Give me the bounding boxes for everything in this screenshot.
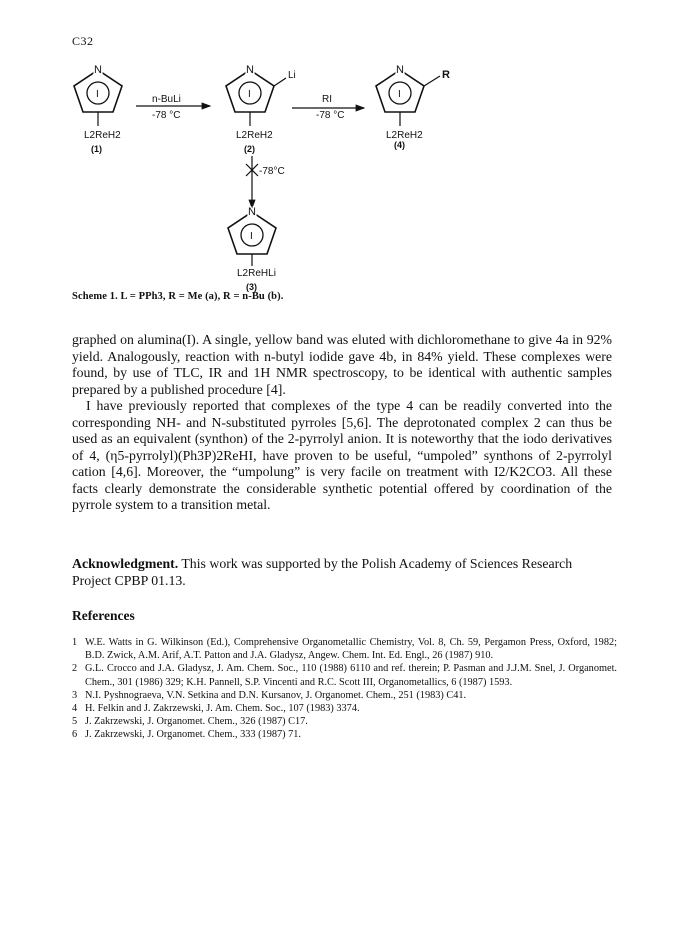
compound-number: (3) [246, 282, 257, 292]
references-list [72, 636, 617, 742]
reaction-arrow-2 [292, 94, 364, 121]
arrow-condition: -78 °C [152, 110, 181, 121]
reference-text: J. Zakrzewski, J. Organomet. Chem., 333 (1987) 71. [85, 729, 302, 741]
substituent-label: R [442, 69, 450, 81]
nitrogen-label: N [248, 206, 256, 218]
substituent-bond [274, 78, 286, 86]
ring-label: I [96, 89, 99, 100]
reference-text: G.L. Crocco and J.A. Gladysz, J. Am. Chem. Soc., 110 (1988) 6110 and ref. therein; P. Pasman and J.J.M. Snel, J. Organomet. Chem., 301 (1986) 329; K.H. Pannell, S.P. Vincenti and R.C. Scott III, Organometallics, 6 (1987) 1593. [85, 663, 617, 688]
compound-2 [226, 64, 296, 154]
substituent-label: Li [288, 70, 296, 81]
nitrogen-label: N [396, 64, 404, 76]
reference-text: N.I. Pyshnograeva, V.N. Setkina and D.N. Kursanov, J. Organomet. Chem., 251 (1983) C41. [85, 689, 467, 701]
compound-4 [376, 64, 450, 150]
arrow-condition: -78°C [259, 166, 285, 177]
body-paragraph: I have previously reported that complexes of the type 4 can be readily converted into the corresponding NH- and N-substituted pyrroles [5,6]. The deprotonated complex 2 can thus be used as an equivalent (synthon) of the 2-pyrrolyl anion. It is noteworthy that the iodo derivatives of 4, (η5-pyrrolyl)(Ph3P)2ReHI, have proven to be useful, “umpoled” synthons of 2-pyrrolyl cation [4,6]. Moreover, the “umpolung” is very facile on treatment with I2/K2CO3. All these facts clearly demonstrate the considerable synthetic potential offered by coordination of the pyrrole system to a transition metal. [72, 398, 612, 512]
reference-number: 1 [72, 637, 78, 648]
compound-number: (2) [244, 144, 255, 154]
reference-number: 6 [72, 729, 78, 741]
nitrogen-label: N [94, 64, 102, 76]
compound-1 [74, 64, 122, 154]
reference-item [72, 662, 617, 688]
reference-number: 5 [72, 716, 78, 728]
reference-number: 3 [72, 689, 78, 701]
references-heading: References [72, 608, 135, 623]
acknowledgment-heading: Acknowledgment. [72, 556, 179, 571]
acknowledgment-text: This work was supported by the Polish Academy of Sciences Research Project CPBP 01.13. [72, 556, 573, 588]
reference-item [72, 715, 617, 728]
compound-number: (4) [394, 140, 405, 150]
body-text [72, 332, 612, 514]
substituent-bond [424, 76, 440, 86]
body-paragraph: graphed on alumina(I). A single, yellow band was eluted with dichloromethane to give 4a in 92% yield. Analogously, reaction with n-butyl iodide gave 4b, in 84% yield. These complexes were found, by use of TLC, IR and 1H NMR spectroscopy, to be identical with authentic samples prepared by a published procedure [4]. [72, 332, 612, 397]
reference-item [72, 728, 617, 741]
compound-3 [228, 206, 276, 292]
reaction-arrow-1 [136, 94, 210, 121]
reference-item [72, 702, 617, 715]
scheme-caption: Scheme 1. L = PPh3, R = Me (a), R = n-Bu (b). [72, 291, 284, 302]
reference-number: 2 [72, 663, 78, 675]
metal-fragment: L2ReH2 [84, 130, 121, 141]
reference-number: 4 [72, 703, 78, 715]
arrow-reagent: RI [322, 94, 332, 105]
acknowledgment [72, 555, 612, 589]
metal-fragment: L2ReH2 [236, 130, 273, 141]
reference-text: H. Felkin and J. Zakrzewski, J. Am. Chem. Soc., 107 (1983) 3374. [85, 703, 360, 715]
reference-text: W.E. Watts in G. Wilkinson (Ed.), Comprehensive Organometallic Chemistry, Vol. 8, Ch. 59, Pergamon Press, Oxford, 1982; B.D. Zwick, A.M. Arif, A.T. Patton and J.A. Gladysz, Angew. Chem. Int. Ed. Engl., 26 (1987) 910. [85, 637, 617, 662]
reference-item [72, 689, 617, 702]
metal-fragment: L2ReH2 [386, 130, 423, 141]
reaction-scheme [60, 60, 460, 292]
reference-text: J. Zakrzewski, J. Organomet. Chem., 326 (1987) C17. [85, 716, 308, 728]
arrow-reagent: n-BuLi [152, 94, 181, 105]
arrow-condition: -78 °C [316, 110, 345, 121]
nitrogen-label: N [246, 64, 254, 76]
metal-fragment: L2ReHLi [237, 268, 276, 279]
reference-item [72, 636, 617, 662]
page-number: C32 [72, 34, 94, 48]
ring-label: I [248, 89, 251, 100]
reaction-arrow-3 [246, 156, 285, 208]
ring-label: I [398, 89, 401, 100]
compound-number: (1) [91, 144, 102, 154]
ring-label: I [250, 231, 253, 242]
